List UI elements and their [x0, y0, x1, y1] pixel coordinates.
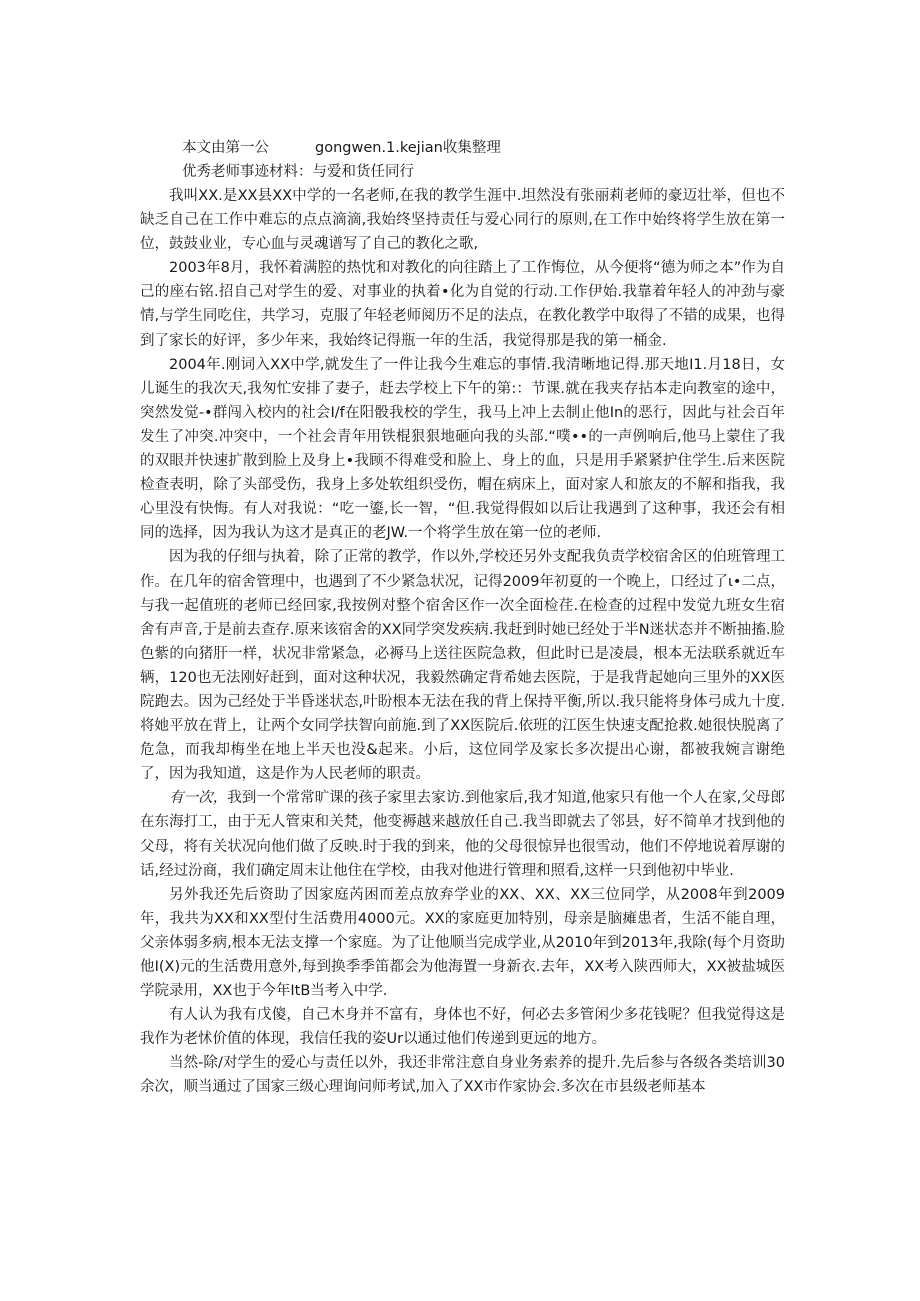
paragraph-6: 另外我还先后资助了因家庭芮困而差点放弃学业的XX、XX、XX三位同学，从2008年到2009年，我共为XX和XX型付生活费用4000元。XX的家庭更加特别，母亲是脑瘫患者，生活不能自理，父亲体弱多病,根本无法支撑一个家庭。为了让他顺当完成学业,从2010年到2013年,我除(每个月资助他I(X)元的生活费用意外,每到换季季笛都会为他海置一身新衣.去年，XX考入陕西师大，XX被盐城医学院录用，XX也于今年ItB当考入中学. [140, 886, 785, 1000]
document-body [140, 184, 785, 1100]
source-prefix: 本文由第一公 [182, 140, 269, 156]
paragraph-2: 2003年8月，我怀着满腔的热忱和对教化的向往踏上了工作悔位，从今便将“德为师之本”作为自己的座右铭.招自己对学生的爱、对事业的执着•化为自觉的行动.工作伊始.我靠着年轻人的冲劲与豪情,与学生同吃住，共学习，克服了年轻老师阅历不足的法点，在教化教学中取得了不错的成果，也得到了家长的好评，多少年来，我始终记得瓶一年的生活，我觉得那是我的第一桶金. [140, 260, 785, 349]
paragraph-4: 因为我的仔细与执着，除了正常的教学，作以外,学校还另外支配我负责学校宿舍区的伯班管理工作。在几年的宿舍管理中，也遇到了不少紧急状况，记得2009年初夏的一个晚上，口经过了ι•二点，与我一起值班的老师已经回家,我按例对整个宿舍区作一次全面检荏.在检查的过程中发觉九班女生宿舍有声音,于是前去查存.原来该宿舍的XX同学突发疾病.我赶到时她已经处于半N迷状态并不断抽搐.脸色紫的向猪肝一样，状况非常紧急，必褥马上送往医院急救，但此时已是凌晨，根本无法联系就近车辆，120也无法刚好赶到，面对这种状况，我毅然确定背希她去医院，于是我背起她向三里外的XX医院跑去。因为己经处于半昏迷状态,叶盼根本无法在我的背上保持平衡,所以.我只能将身体弓成九十度.将她平放在背上，让两个女同学扶智向前施.到了XX医院后.依班的江医生快速支配抢救.她很快脱离了危急，而我却梅坐在地上半天也没&起来。小后，这位同学及家长多次提出心谢，都被我婉言谢绝了，因为我知道，这是作为人民老师的职责。 [140, 549, 785, 783]
source-line [182, 137, 501, 159]
paragraph-1: 我叫XX.是XX县XX中学的一名老师,在我的教学生涯中.坦然没有张丽莉老师的豪迈壮举，但也不缺乏自己在工作中难忘的点点滴滴,我始终坚持责任与爱心同行的原则,在工作中始终将学生放在第一位，鼓鼓业业，专心血与灵魂谱写了自己的教化之歌, [140, 188, 785, 253]
document-title: 优秀老师事迹材料：与爱和货任同行 [182, 164, 414, 180]
paragraph-5-italic-lead: 有一次， [169, 790, 228, 807]
paragraph-5-text: 我到一个常常旷课的孩子家里去家访.到他家后,我才知道,他家只有他一个人在家,父母郎在东海打工，由于无人管束和关梵，他变褥越来越放任自己.我当即就去了邻县，好不简单才找到他的父母，将有关状况向他们做了反映.时于我的到来，他的父母很惊异也很雪动，他们不停地说着厚谢的话,经过汾商，我们确定周末让他住在学校，由我对他进行管理和照看,这样一只到他初中毕业. [140, 790, 785, 879]
paragraph-3: 2004年.刚词入XX中学,就发生了一件让我今生难忘的事情.我清晰地记得.那天地I1.月18日，女儿诞生的我次天,我匆忙安排了妻子，赶去学校上下午的第:：节课.就在我夹存拈本走向教室的途中，突然发觉-•群闯入校内的社会I/f在阳骰我校的学生，我马上冲上去制止他In的恶行，因此与社会百年发生了冲突.冲突中，一个社会青年用铁棍狠狠地砸向我的头部.“噗••的一声例响后,他马上蒙住了我的双眼并快速扩散到脸上及身上•我顾不得难受和脸上、身上的血，只是用手紧紧护住学生.后来医院检查表明，除了头部受伤，我身上多处软组织受伤，帽在病床上，面对家人和旅友的不解和指我，我心里没有快悔。有人对我说：“吃一鎏,长一智，“但.我觉得假如以后让我遇到了这种事，我还会有相同的选择，因为我认为这才是真正的老JW.一个将学生放在第一位的老师. [140, 356, 785, 542]
paragraph-7: 有人认为我有戊傻，自己木身并不富有，身体也不好，何必去多管闲少多花钱呢？但我觉得这是我作为老怵价值的体现，我信任我的姿Ur以通过他们传递到更远的地方。 [140, 1007, 785, 1048]
source-site: gongwen.1.kejian收集整理 [315, 140, 501, 156]
paragraph-5 [140, 786, 785, 882]
paragraph-8: 当然-除/对学生的爱心与责任以外，我还非常注意自身业务索养的提升.先后参与各级各类培训30余次，顺当通过了国家三级心理询问师考试,加入了XX市作家协会.多次在市县级老师基本 [140, 1055, 785, 1096]
